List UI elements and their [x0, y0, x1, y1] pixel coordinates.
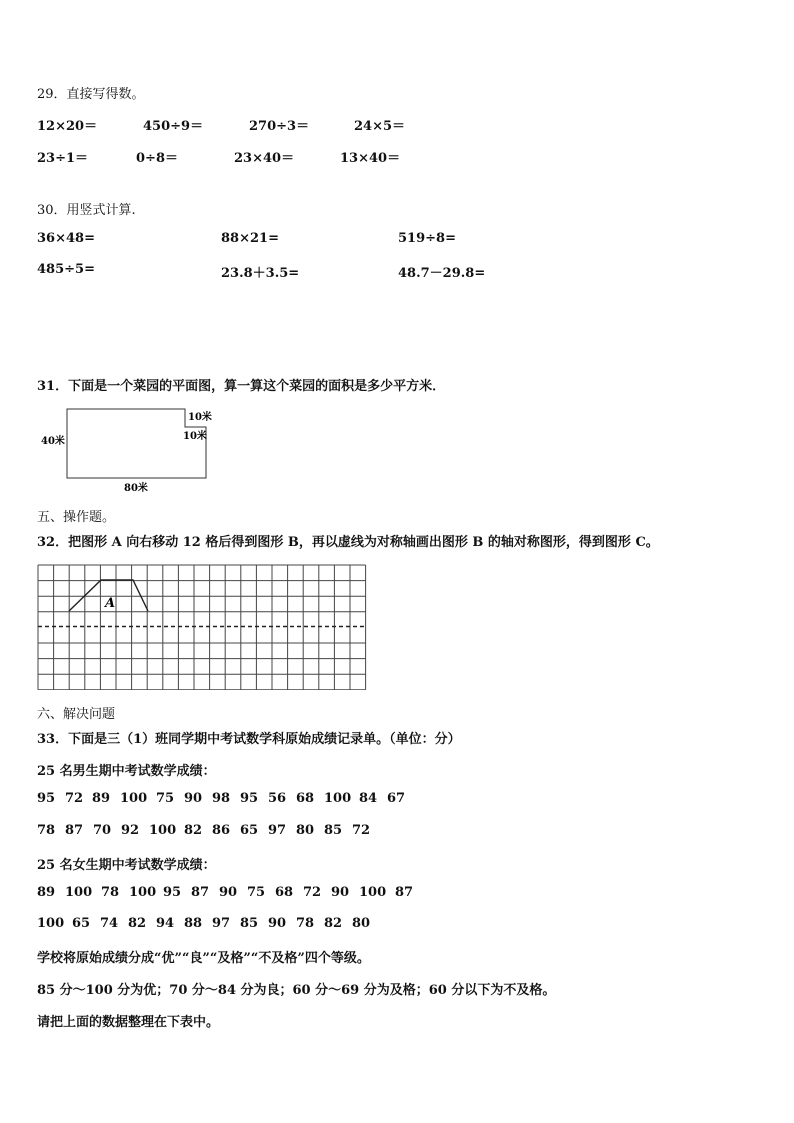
q31-title: 31．下面是一个菜园的平面图，算一算这个菜园的面积是多少平方米． — [37, 379, 446, 394]
q29-item: 270÷3＝ — [249, 119, 310, 134]
score: 90 — [219, 885, 238, 900]
score: 90 — [331, 885, 350, 900]
score: 67 — [387, 791, 406, 806]
q29-item: 13×40＝ — [340, 151, 401, 166]
q30-item: 48.7－29.8= — [398, 266, 486, 281]
score: 70 — [93, 823, 112, 838]
score: 100 — [120, 791, 148, 806]
q29-title: 29．直接写得数。 — [37, 87, 145, 102]
grid-diagram — [37, 564, 367, 690]
left-side-label: 40米 — [41, 436, 65, 447]
score: 78 — [101, 885, 120, 900]
score: 97 — [268, 823, 287, 838]
garden-plan-diagram — [36, 404, 226, 496]
instruction: 请把上面的数据整理在下表中。 — [37, 1015, 220, 1030]
score: 90 — [268, 916, 287, 931]
q29-item: 450÷9＝ — [143, 119, 204, 134]
score: 65 — [72, 916, 91, 931]
score: 82 — [324, 916, 343, 931]
q29-item: 12×20＝ — [37, 119, 98, 134]
bottom-side-label: 80米 — [124, 483, 148, 494]
q30-title: 30．用竖式计算. — [37, 203, 136, 218]
score: 95 — [163, 885, 182, 900]
score: 87 — [395, 885, 414, 900]
score: 87 — [191, 885, 210, 900]
score: 65 — [240, 823, 259, 838]
q32-title: 32．把图形 A 向右移动 12 格后得到图形 B，再以虚线为对称轴画出图形 B 的轴对称图形，得到图形 C。 — [37, 535, 659, 550]
q29-item: 23×40＝ — [234, 151, 295, 166]
q30-item: 485÷5= — [37, 262, 95, 277]
score: 88 — [184, 916, 203, 931]
section-5-title: 五、操作题。 — [37, 510, 116, 525]
score: 72 — [303, 885, 322, 900]
score: 82 — [128, 916, 147, 931]
score: 100 — [149, 823, 177, 838]
score: 87 — [65, 823, 84, 838]
score: 92 — [121, 823, 140, 838]
score: 78 — [296, 916, 315, 931]
garden-outline — [67, 409, 206, 478]
score: 86 — [212, 823, 231, 838]
score: 84 — [359, 791, 378, 806]
q30-item: 36×48= — [37, 231, 95, 246]
score: 72 — [352, 823, 371, 838]
score: 98 — [212, 791, 231, 806]
score: 82 — [184, 823, 203, 838]
q30-item: 23.8＋3.5= — [221, 266, 300, 281]
score: 100 — [324, 791, 352, 806]
score: 72 — [65, 791, 84, 806]
grades-note: 学校将原始成绩分成“优”“良”“及格”“不及格”四个等级。 — [37, 951, 370, 966]
score: 100 — [359, 885, 387, 900]
score: 95 — [240, 791, 259, 806]
q30-item: 88×21= — [221, 231, 279, 246]
section-6-title: 六、解决问题 — [37, 707, 116, 722]
score: 85 — [240, 916, 259, 931]
score: 90 — [184, 791, 203, 806]
score: 80 — [352, 916, 371, 931]
score: 97 — [212, 916, 231, 931]
shape-a-label: A — [105, 596, 116, 611]
notch-side-label: 10米 — [183, 431, 207, 442]
score: 68 — [296, 791, 315, 806]
q30-item: 519÷8= — [398, 231, 456, 246]
score: 78 — [37, 823, 56, 838]
q33-title: 33．下面是三（1）班同学期中考试数学科原始成绩记录单。（单位：分） — [37, 732, 461, 747]
grade-rules: 85 分～100 分为优；70 分～84 分为良；60 分～69 分为及格；60 分以下为不及格。 — [37, 983, 556, 998]
boys-heading: 25 名男生期中考试数学成绩： — [37, 764, 216, 779]
q29-item: 0÷8＝ — [136, 151, 178, 166]
notch-top-label: 10米 — [188, 412, 212, 423]
q29-item: 23÷1＝ — [37, 151, 89, 166]
score: 75 — [247, 885, 266, 900]
score: 94 — [156, 916, 175, 931]
score: 80 — [296, 823, 315, 838]
score: 89 — [37, 885, 56, 900]
score: 75 — [156, 791, 175, 806]
score: 100 — [65, 885, 93, 900]
score: 100 — [37, 916, 65, 931]
girls-heading: 25 名女生期中考试数学成绩： — [37, 858, 216, 873]
score: 74 — [100, 916, 119, 931]
q29-item: 24×5＝ — [354, 119, 406, 134]
score: 95 — [37, 791, 56, 806]
score: 85 — [324, 823, 343, 838]
score: 56 — [268, 791, 287, 806]
score: 89 — [92, 791, 111, 806]
grid-lines — [38, 565, 366, 690]
score: 100 — [129, 885, 157, 900]
score: 68 — [275, 885, 294, 900]
